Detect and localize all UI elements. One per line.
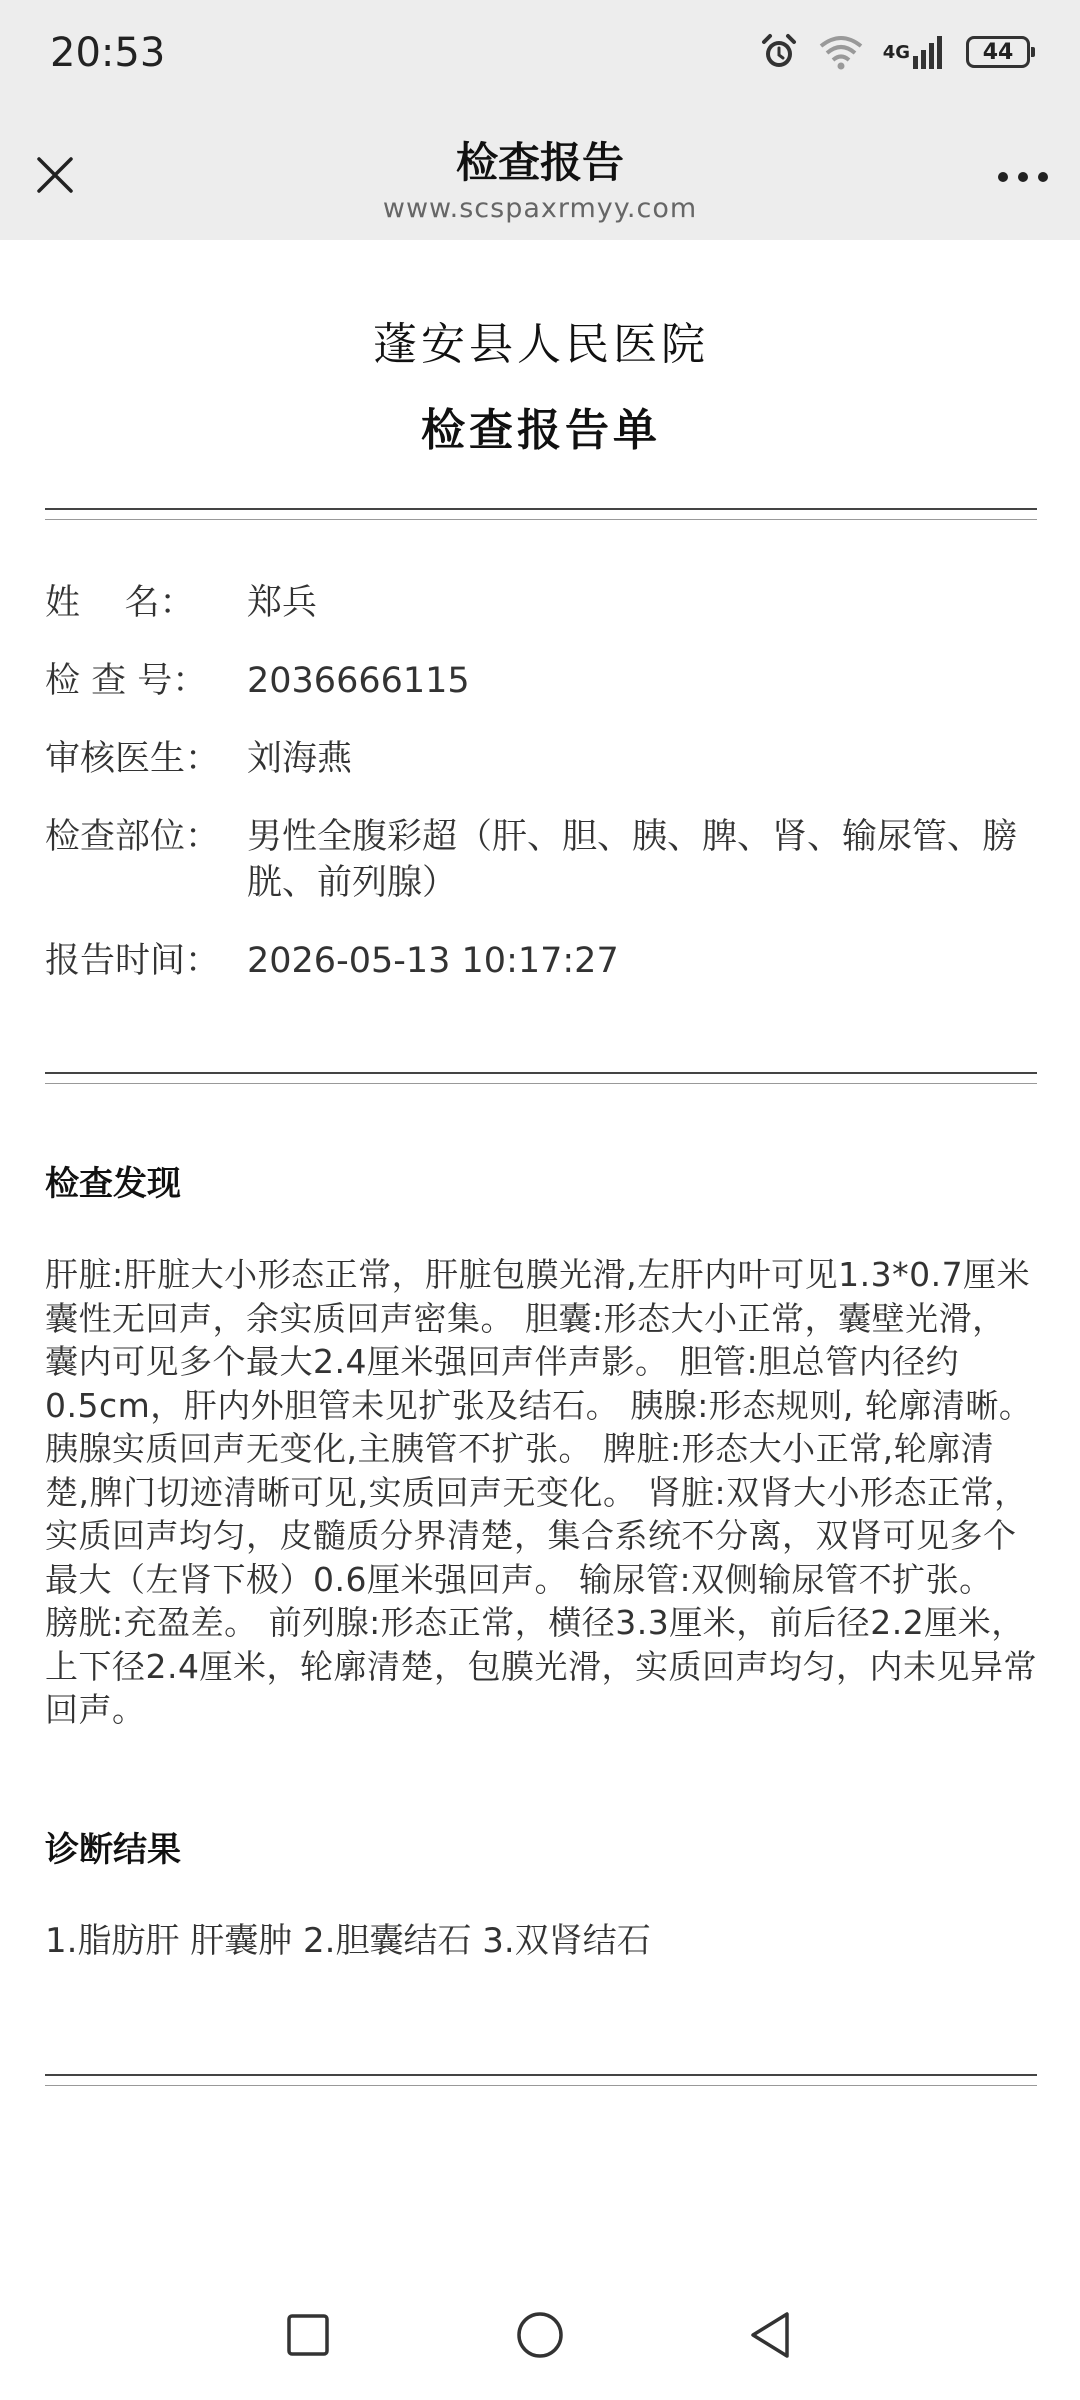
divider bbox=[45, 1072, 1037, 1084]
home-button[interactable] bbox=[505, 2300, 575, 2370]
status-bar bbox=[0, 0, 1080, 115]
recents-button[interactable] bbox=[273, 2300, 343, 2370]
header-url: www.scspaxrmyy.com bbox=[382, 193, 698, 224]
findings-title: 检查发现 bbox=[45, 1164, 181, 1204]
info-value: 男性全腹彩超（肝、胆、胰、脾、肾、输尿管、膀胱、前列腺） bbox=[247, 817, 1018, 903]
home-icon bbox=[515, 2310, 565, 2360]
divider bbox=[45, 508, 1037, 520]
more-icon bbox=[997, 171, 1049, 183]
report-title: 检查报告单 bbox=[421, 405, 661, 456]
info-row-exam-number bbox=[45, 658, 1037, 704]
signal-icon bbox=[883, 34, 946, 70]
info-row-exam-site bbox=[45, 814, 1037, 906]
info-row-report-time bbox=[45, 938, 1037, 984]
status-time: 20:53 bbox=[50, 30, 166, 76]
battery-level: 44 bbox=[982, 39, 1014, 65]
back-button[interactable] bbox=[735, 2300, 805, 2370]
info-value: 2026-05-13 10:17:27 bbox=[247, 941, 619, 981]
network-label: 4G bbox=[882, 41, 910, 63]
info-label: 检 查 号： bbox=[45, 661, 208, 701]
battery-icon bbox=[966, 36, 1030, 68]
diagnosis-title: 诊断结果 bbox=[45, 1829, 181, 1870]
info-row-name bbox=[45, 580, 1037, 626]
nav-bar bbox=[0, 2270, 1080, 2400]
header-title: 检查报告 bbox=[455, 138, 624, 187]
divider bbox=[45, 2074, 1037, 2086]
status-icons bbox=[759, 32, 1030, 72]
more-button[interactable] bbox=[990, 155, 1056, 199]
info-value: 刘海燕 bbox=[247, 739, 353, 779]
report-content bbox=[45, 240, 1037, 2086]
info-row-reviewer bbox=[45, 736, 1037, 782]
alarm-icon bbox=[759, 32, 799, 72]
info-value: 2036666115 bbox=[247, 661, 470, 701]
info-label: 报告时间： bbox=[45, 941, 221, 981]
patient-info bbox=[45, 580, 1037, 984]
info-label: 姓 名： bbox=[45, 583, 195, 623]
diagnosis-text: 1.脂肪肝 肝囊肿 2.胆囊结石 3.双肾结石 bbox=[45, 1920, 651, 1961]
info-label: 审核医生： bbox=[45, 739, 221, 779]
app-header bbox=[0, 115, 1080, 240]
recents-icon bbox=[285, 2312, 331, 2358]
info-value: 郑兵 bbox=[247, 583, 318, 623]
findings-text: 肝脏:肝脏大小形态正常，肝脏包膜光滑,左肝内叶可见1.3*0.7厘米囊性无回声，余实质回声密集。 胆囊:形态大小正常，囊壁光滑，囊内可见多个最大2.4厘米强回声伴声影。 胆管:胆总管内径约0.5cm，肝内外胆管未见扩张及结石。 胰腺:形态规则, 轮廓清晰。胰腺实质回声无变化,主胰管不扩张。 脾脏:形态大小正常,轮廓清楚,脾门切迹清晰可见,实质回声无变化。 肾脏:双肾大小形态正常，实质回声均匀，皮髓质分界清楚，集合系统不分离，双肾可见多个最大（左肾下极）0.6厘米强回声。 输尿管:双侧输尿管不扩张。 膀胱:充盈差。 前列腺:形态正常，横径3.3厘米，前后径2.2厘米，上下径2.4厘米，轮廓清楚，包膜光滑，实质回声均匀，内未见异常回声。 bbox=[45, 1255, 1037, 1729]
back-icon bbox=[747, 2310, 793, 2360]
info-label: 检查部位： bbox=[45, 817, 221, 857]
hospital-name: 蓬安县人民医院 bbox=[373, 319, 709, 370]
wifi-icon bbox=[819, 34, 863, 70]
